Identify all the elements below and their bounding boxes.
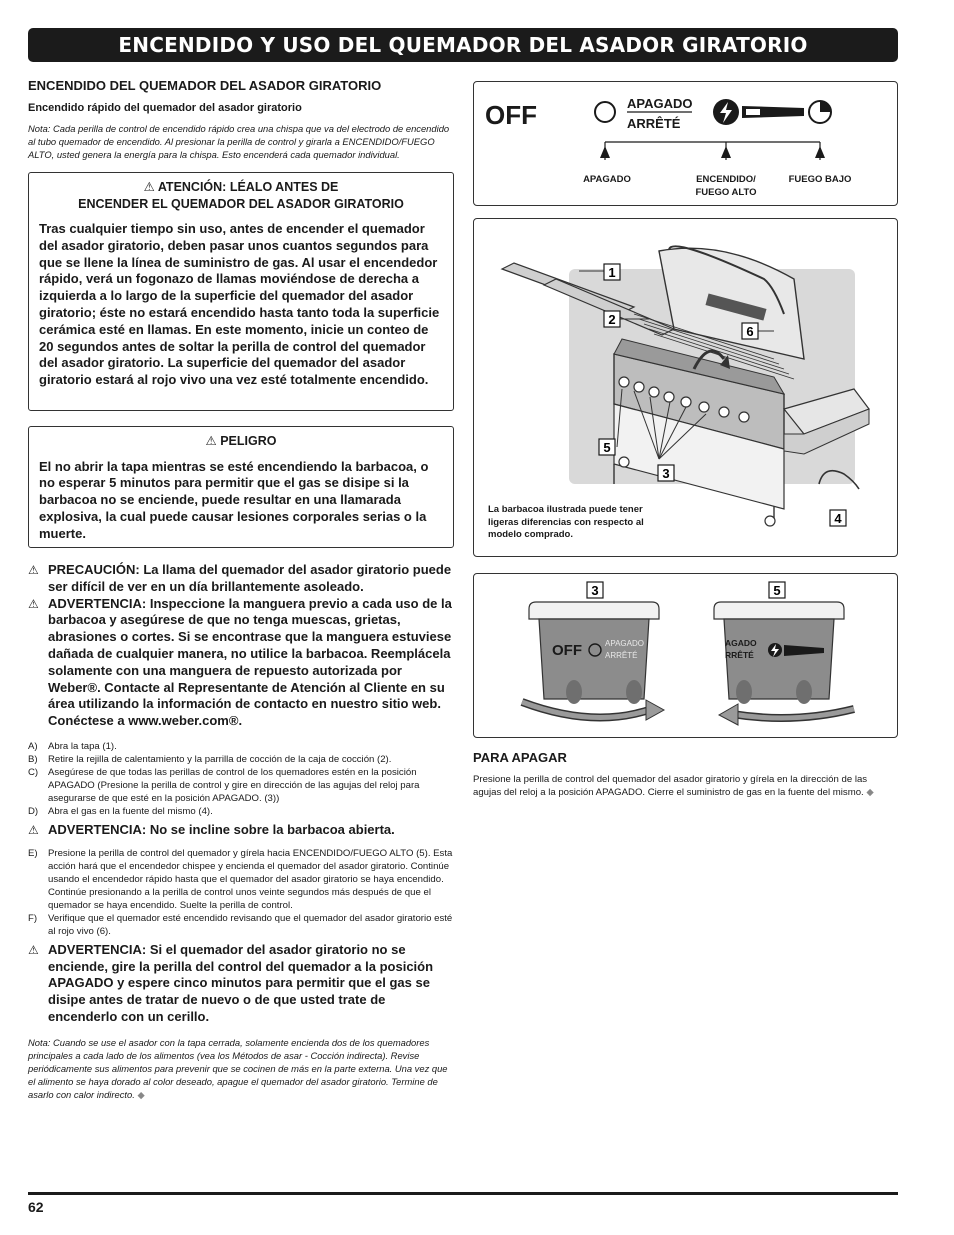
off-circle-icon	[595, 102, 615, 122]
danger-body: El no abrir la tapa mientras se esté encendiendo la barbacoa, o no esperar 5 minutos para permitir que el gas se disipe si la barbacoa no se enciende, puede resultar en una llamarada explosiva, la cual puede causar lesiones corporales serias o la muerte.	[39, 458, 429, 541]
section-subtitle: Encendido rápido del quemador del asador giratorio	[28, 102, 302, 114]
steps-a-d	[28, 740, 454, 818]
off-text: OFF	[485, 100, 537, 130]
knob-diagram	[473, 573, 898, 738]
dial-diagram	[473, 81, 898, 206]
grill-diagram	[473, 218, 898, 557]
grill-caption: La barbacoa ilustrada puede tener ligeras diferencias con respecto al modelo comprado.	[488, 504, 644, 540]
callout-4: 4	[834, 511, 842, 526]
list-item: B) Retire la rejilla de calentamiento y la parrilla de cocción de la caja de cocción (2).	[28, 753, 392, 765]
dial-label-arrete: ARRÊTÉ	[627, 116, 681, 131]
callout-3: 3	[662, 466, 670, 481]
turn-off-body: Presione la perilla de control del quemador del asador giratorio y gírela en la dirección de las agujas del reloj a la posición APAGADO. Cierre el suministro de gas en la fuente del mismo. ◆	[473, 774, 874, 798]
callout-5: 5	[603, 440, 611, 455]
attention-box	[28, 172, 454, 411]
warning-retry: ⚠ ADVERTENCIA: Si el quemador del asador giratorio no se enciende, gire la perilla del control del quemador a la posición APAGADO y espere cinco minutos para permitir que el gas se disipe antes de tratar de nuevo o de que usted trate de encenderlo con un cerillo.	[28, 941, 434, 1024]
pos-label-fuego-bajo: FUEGO BAJO	[788, 174, 852, 185]
warning-icon: ⚠	[28, 942, 39, 957]
warning-icon: ⚠	[143, 180, 155, 194]
danger-title: PELIGRO	[220, 434, 277, 448]
knob-label-arrete: ARRÊTÉ	[605, 651, 638, 660]
warning-icon: ⚠	[28, 822, 39, 837]
warning-icon: ⚠	[205, 434, 217, 448]
list-item: C) Asegúrese de que todas las perillas de control de los quemadores estén en la posición APAGADO (Presione la perilla de control y gire en dirección de las agujas del reloj para asegurarse de que esté en la posición APAGADO. (3))	[28, 766, 420, 804]
list-item: E) Presione la perilla de control del quemador y gírela hacia ENCENDIDO/FUEGO ALTO (5). Esta acción hará que el encendedor chispee y encienda el quemador del asador giratorio. Continúe usando el encendedor rápido hasta que el quemador del asador giratorio se haya encendido. Continúe presionando a la perilla de control unos veinte segundos más después de que el quemador se haya encendido. Suelte la perilla de control.	[28, 847, 453, 911]
knob-label-arrete-cut: RRÊTÉ	[725, 650, 754, 660]
pos-label-fuego-alto: FUEGO ALTO	[695, 187, 757, 198]
dial-positions-illustration	[474, 82, 897, 205]
page-title: ENCENDIDO Y USO DEL QUEMADOR DEL ASADOR GIRATORIO	[28, 28, 898, 62]
end-diamond-icon: ◆	[137, 1088, 145, 1100]
list-item: F) Verifique que el quemador esté encendido revisando que el quemador del asador giratorio esté al rojo vivo (6).	[28, 912, 453, 937]
turn-off-section	[473, 750, 897, 799]
note-quick-ignition: Nota: Cada perilla de control de encendido rápido crea una chispa que va del electrodo de encendido al tubo quemador de encendido. Al presionar la perilla de control y girarla a ENCENDIDO/FUEGO ALTO, usted genera la energía para la chispa. Esto encenderá cada quemador individual.	[28, 123, 450, 160]
knob-ignite-image	[714, 602, 854, 725]
footer-rule	[28, 1192, 898, 1195]
pos-label-encendido: ENCENDIDO/	[696, 174, 756, 185]
precaution-notice: ⚠ PRECAUCIÓN: La llama del quemador del asador giratorio puede ser difícil de ver en un día brillantemente asoleado.	[28, 562, 452, 594]
section-title: ENCENDIDO DEL QUEMADOR DEL ASADOR GIRATORIO	[28, 78, 382, 93]
list-item: A) Abra la tapa (1).	[28, 740, 117, 752]
end-diamond-icon: ◆	[866, 787, 874, 798]
fig-label-5: 5	[773, 583, 781, 598]
callout-2: 2	[608, 312, 616, 327]
list-item: D) Abra el gas en la fuente del mismo (4).	[28, 805, 213, 817]
warning-lean: ⚠ ADVERTENCIA: No se incline sobre la barbacoa abierta.	[28, 821, 395, 837]
note-indirect: Nota: Cuando se use el asador con la tapa cerrada, solamente encienda dos de los quemadores principales a cada lado de los alimentos (vea los Métodos de asar - Cocción indirecta). Revise periódicamente sus alimentos para prevenir que se cocinen de más en la parte externa. Una vez que el alimento se haya dorado al color deseado, apague el quemador del asador giratorio. Termine de asarlo con calor indirecto. ◆	[28, 1036, 448, 1100]
warning-icon: ⚠	[28, 596, 39, 611]
knob-off-text: OFF	[552, 642, 582, 659]
attention-title-line2: ENCENDER EL QUEMADOR DEL ASADOR GIRATORIO	[78, 196, 404, 211]
callout-6: 6	[746, 324, 754, 339]
attention-body: Tras cualquier tiempo sin uso, antes de encender el quemador del asador giratorio, deben pasar unos cuantos segundos para que se llene la línea de suministro de gas. Al usar el encendedor rápido, verá un fogonazo de llamas moviéndose de derecha a izquierda a lo largo de la superficie del quemador del asador giratorio; éste no estará encendido hasta tanto toda la superficie cerámica esté en llamas. En este momento, inicie un conteo de 20 segundos antes de soltar la perilla de control del quemador del asador giratorio. La superficie del quemador del asador giratorio estará al rojo vivo una vez esté totalmente encendido.	[39, 221, 440, 388]
warning-hose: ⚠ ADVERTENCIA: Inspeccione la manguera previo a cada uso de la barbacoa y asegúrese de que no tenga muescas, grietas, abrasiones o cortes. Si se encontrase que la manguera estuviese dañada de cualquier manera, no utilice la barbacoa. Reemplácela solamente con una manguera de repuesto autorizada por Weber®. Contacte al Representante de Atención al Cliente en su área utilizando la información de contacto en nuestro sitio web. Conéctese a www.weber.com®.	[28, 595, 452, 729]
dial-label-apagado: APAGADO	[627, 96, 693, 111]
attention-title-line1: ATENCIÓN: LÉALO ANTES DE	[157, 180, 339, 194]
danger-box	[28, 426, 454, 548]
fig-label-3: 3	[591, 583, 599, 598]
steps-e-f	[28, 847, 454, 938]
knob-off-image	[522, 602, 664, 720]
pos-label-apagado: APAGADO	[583, 174, 631, 185]
knob-label-apagado-cut: AGADO	[725, 638, 757, 648]
knob-illustration	[474, 574, 897, 737]
turn-off-title: PARA APAGAR	[473, 750, 567, 765]
page-number: 62	[28, 1199, 44, 1215]
left-column	[28, 78, 454, 1101]
warning-icon: ⚠	[28, 563, 39, 577]
knob-label-apagado: APAGADO	[605, 639, 644, 648]
callout-1: 1	[608, 265, 616, 280]
